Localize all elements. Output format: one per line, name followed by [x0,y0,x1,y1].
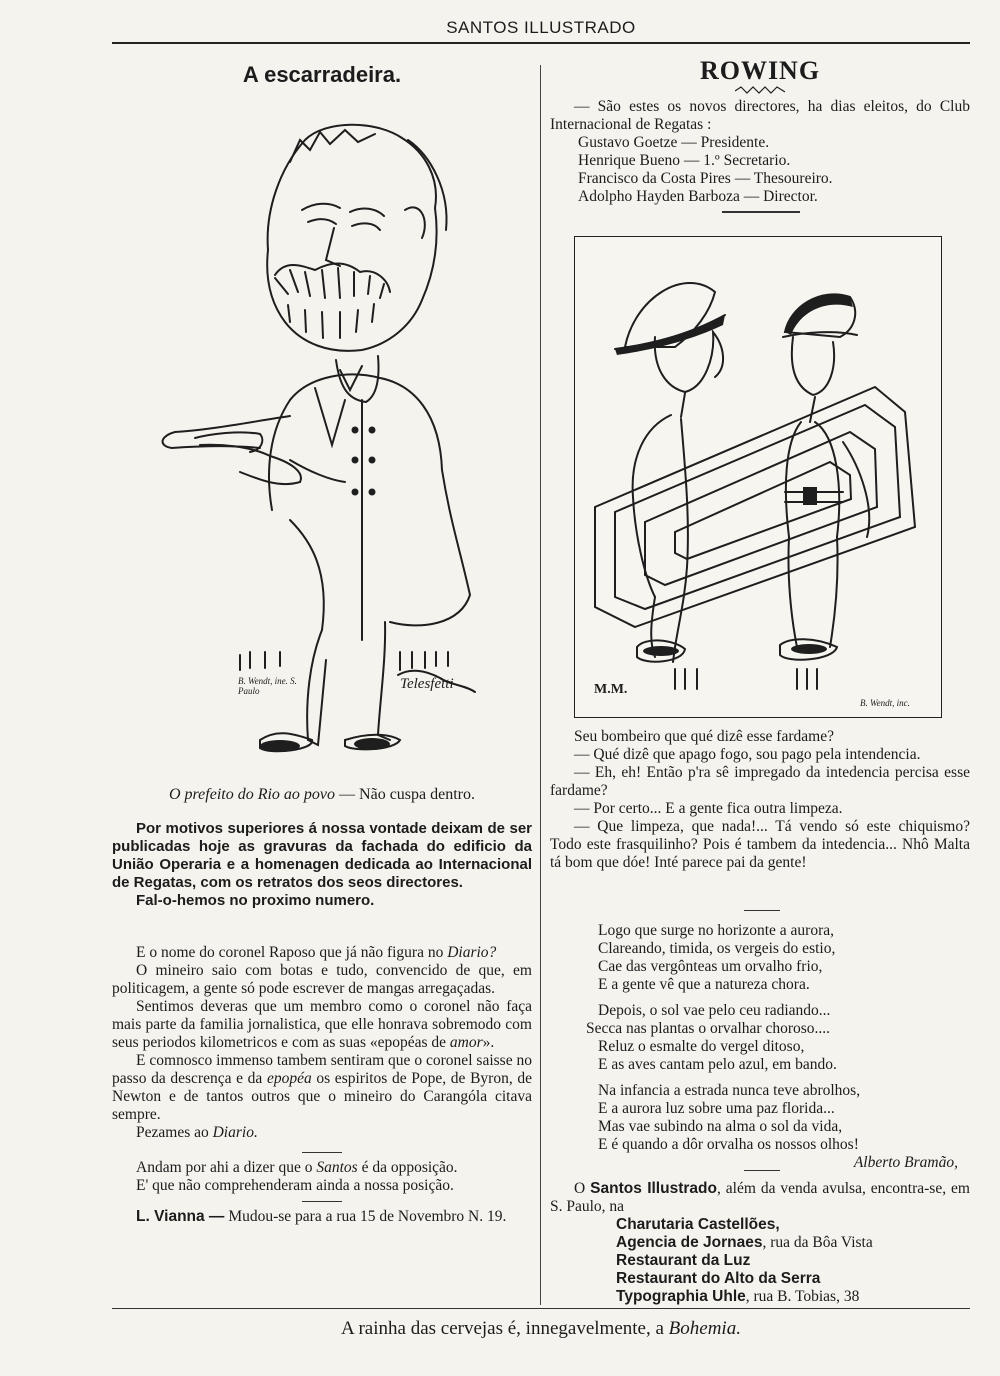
ad-item-name: Agencia de Jornaes [616,1234,763,1251]
rowing-cartoon [575,237,941,717]
p3-italic: amor [449,1034,483,1051]
ad-item-name: Typographia Uhle [616,1288,746,1305]
article-paragraph: E' que não comprehenderam ainda a nossa posição. [136,1177,454,1194]
ad-intro-rest: , além da venda avulsa, encontra-se, em S. Paulo, na [550,1180,970,1215]
ad-item-rest: , rua da Bôa Vista [762,1234,873,1251]
poem-line: Cae das vergônteas um orvalho frio, [598,958,823,975]
left-article [112,944,532,1226]
poem-line: Reluz o esmalte do vergel ditoso, [598,1038,805,1055]
p3-end: ». [482,1034,495,1051]
caricature-signature-right: Telesfetti [400,676,454,692]
caption-text: — Não cuspa dentro. [335,786,475,803]
caricature-illustration [140,100,510,780]
poem-line: Na infancia a estrada nunca teve abrolhos, [598,1082,861,1099]
ad-item [616,1252,970,1270]
p4-text: E comnosco immenso tambem sentiram que o coronel saisse no passo da descrença e da [112,1052,532,1087]
director-line: Gustavo Goetze — Presidente. [578,134,770,151]
p6-end: é da opposição. [357,1159,458,1176]
poem-line: Logo que surge no horizonte a aurora, [598,922,835,939]
footer-brand: Bohemia. [668,1318,741,1339]
p4-end: os espiritos de Pope, de Byron, de Newton e de tantos outros que o mineiro do Carangóla citava sempre. [112,1070,532,1123]
cartoon-signature-right: B. Wendt, inc. [860,698,910,708]
dialogue-line: — Por certo... E a gente fica outra limpeza. [574,800,843,817]
rowing-cartoon-frame [574,236,942,718]
article-paragraph [112,1208,532,1226]
director-line: Francisco da Costa Pires — Thesoureiro. [578,170,833,187]
right-title: ROWING [699,56,821,85]
p4-italic: epopéa [266,1070,312,1087]
ad-item-name: Restaurant da Luz [616,1252,751,1269]
article-paragraph [112,1159,532,1177]
cartoon-signature-left: M.M. [594,682,628,697]
column-divider [540,65,541,1305]
advertisement [550,1180,970,1306]
dialogue-line: — Qué dizê que apago fogo, sou pago pela intendencia. [574,746,921,763]
section-rule [722,211,800,213]
p5-italic: Diario. [212,1124,258,1141]
rowing-intro [550,98,970,206]
dialogue-line: — Eh, eh! Então p'ra sê impregado da intedencia percisa esse fardame? [550,764,970,799]
dialogue-line: Seu bombeiro que qué dizê esse fardame? [574,728,834,745]
ad-item-rest: , rua B. Tobias, 38 [745,1288,860,1305]
left-title: A escarradeira. [242,62,402,87]
section-rule [302,1201,342,1202]
footer-rule [112,1308,970,1309]
section-rule [744,910,780,911]
poem-line: E a gente vê que a natureza chora. [598,976,810,993]
notice-followup: Fal-o-hemos no proximo numero. [136,892,375,909]
poem-stanza [550,1082,970,1154]
section-rule [302,1152,342,1153]
poem-stanza [550,1002,970,1074]
poem-line: Clareando, timida, os vergeis do estio, [598,940,836,957]
ad-item-name: Charutaria Castellões, [616,1216,780,1233]
footer-text: A rainha das cervejas é, innegavelmente, a [341,1318,669,1339]
p6-italic: Santos [316,1159,358,1176]
ad-item [616,1216,970,1234]
section-rule [744,1170,780,1171]
poem [550,922,970,1172]
poem-stanza [550,922,970,994]
footer-slogan [112,1318,970,1340]
article-paragraph [112,1124,532,1142]
poem-line: Depois, o sol vae pelo ceu radiando... [598,1002,831,1019]
header-rule [112,42,970,44]
poem-line: Secca nas plantas o orvalhar choroso.... [586,1020,831,1037]
cartoon-dialogue [550,728,970,872]
p1-italic: Diario? [447,944,497,961]
poem-line: E as aves cantam pelo azul, em bando. [598,1056,837,1073]
notice-block [112,820,532,910]
dialogue-line: — Que limpeza, que nada!... Tá vendo só este chiquismo? Todo este frasquilinho? Pois é tambem da intedencia... Nhô Malta tá bom que dóe! Inté parece pai da gente! [550,818,970,871]
poem-author: Alberto Bramão, [853,1154,958,1171]
poem-line: E é quando a dôr orvalha os nossos olhos! [598,1136,859,1153]
article-paragraph [112,998,532,1052]
intro-text: — São estes os novos directores, ha dias eleitos, do Club Internacional de Regatas : [550,98,970,133]
running-header: SANTOS ILLUSTRADO [446,18,636,37]
caricature-caption [112,786,532,804]
ad-item [616,1234,970,1252]
p8-text: Mudou-se para a rua 15 de Novembro N. 19. [224,1208,507,1225]
title-ornament [735,86,785,96]
poem-line: E a aurora luz sobre uma paz florida... [598,1100,835,1117]
ad-item [616,1288,970,1306]
director-line: Henrique Bueno — 1.º Secretario. [578,152,791,169]
caption-speaker: O prefeito do Rio ao povo [168,786,336,803]
ad-intro [550,1180,970,1216]
notice-name: L. Vianna — [136,1208,225,1225]
poem-line: Mas vae subindo na alma o sol da vida, [598,1118,843,1135]
p1-text: E o nome do coronel Raposo que já não figura no [136,944,448,961]
article-paragraph: O mineiro saio com botas e tudo, convencido de que, em politicagem, a gente só pode escrever de mangas arregaçadas. [112,962,532,997]
director-line: Adolpho Hayden Barboza — Director. [578,188,818,205]
article-paragraph [112,1052,532,1124]
article-paragraph [112,944,532,962]
p6-text: Andam por ahi a dizer que o [136,1159,317,1176]
ad-item [616,1270,970,1288]
p5-text: Pezames ao [136,1124,213,1141]
notice-paragraph: Por motivos superiores á nossa vontade deixam de ser publicadas hoje as gravuras da fachada do edificio da União Operaria e a homenagen dedicada ao Internacional de Regatas, com os retratos dos seos directores. [112,820,532,891]
ad-intro-text: O [574,1180,591,1197]
ad-item-name: Restaurant do Alto da Serra [616,1270,821,1287]
p3-text: Sentimos deveras que um membro como o coronel não faça mais parte da familia jornalistica, que elle honrava sobremodo com seus periodos kilometricos e com as suas «epopéas de [112,998,532,1051]
ad-intro-name: Santos Illustrado [590,1180,717,1197]
caricature-signature-left: B. Wendt, ine. S. Paulo [238,676,297,696]
